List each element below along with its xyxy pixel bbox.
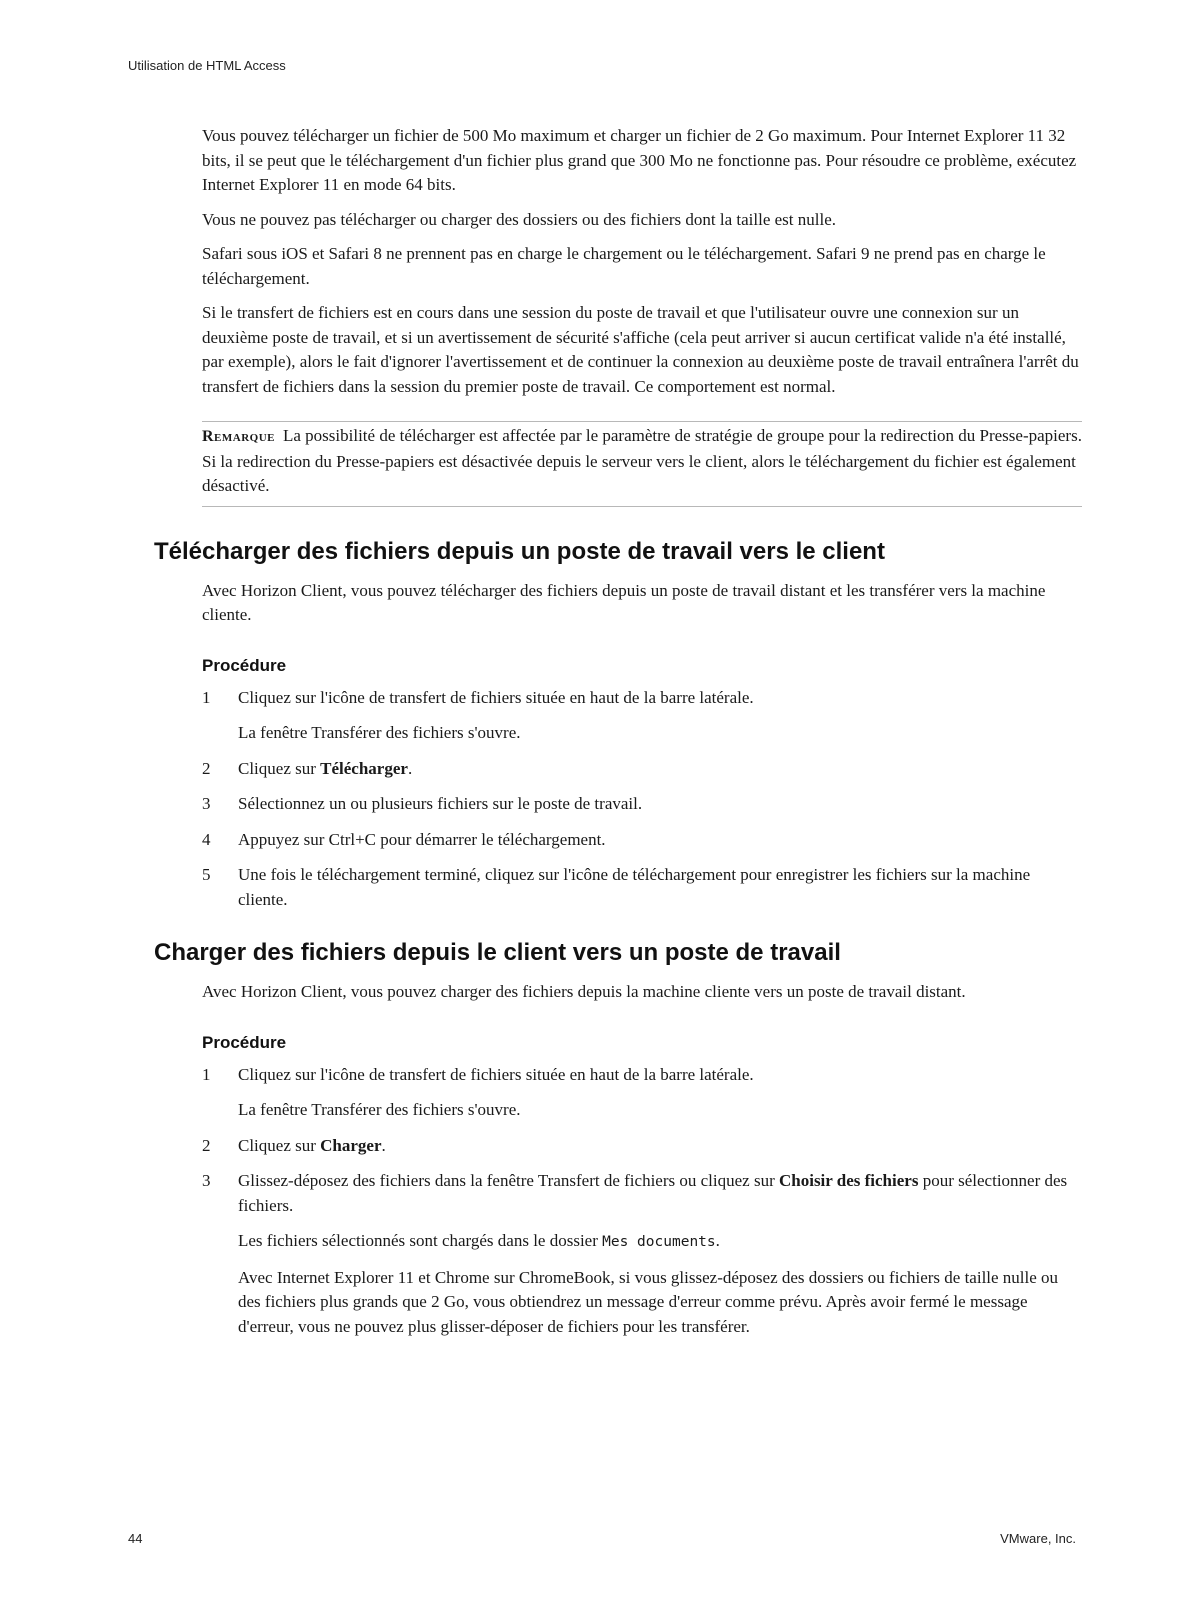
note-label: Remarque [202,428,275,445]
step-text: Sélectionnez un ou plusieurs fichiers sur le poste de travail. [238,794,643,813]
step-number: 4 [202,829,211,849]
step-text: Glissez-déposez des fichiers dans la fenêtre Transfert de fichiers ou cliquez sur [238,1171,779,1190]
step-item [0,1169,1082,1218]
ui-term-choisir-des-fichiers: Choisir des fichiers [778,1171,919,1190]
procedure-list-upload [0,1063,1200,1340]
procedure-list-download [0,686,1200,913]
step-number: 3 [202,1171,211,1190]
step-number: 2 [202,758,211,778]
step-item [0,1134,1082,1159]
intro-paragraph-3: Safari sous iOS et Safari 8 ne prennent pas en charge le chargement ou le téléchargement. Safari 9 ne prend pas en charge le téléchargement. [202,244,1046,288]
step-number: 5 [202,865,211,884]
step-number: 3 [202,794,211,813]
ui-term-telecharger: Télécharger [320,758,408,778]
step-item [0,686,1082,711]
step-text-end: . [381,1135,386,1155]
procedure-heading-upload: Procédure [202,1032,287,1052]
step-item [0,828,1082,853]
step-result: La fenêtre Transférer des fichiers s'ouvre. [238,723,521,742]
step-result [0,1229,1082,1255]
note-text: La possibilité de télécharger est affectée par le paramètre de stratégie de groupe pour la redirection du Presse-papiers. Si la redirection du Presse-papiers est désactivée depuis le serveur vers le client, alors le téléchargement du fichier est également désactivé. [202,426,1082,495]
intro-paragraph-2: Vous ne pouvez pas télécharger ou charger des dossiers ou des fichiers dont la taille est nulle. [202,209,837,229]
step-result-end: . [715,1231,720,1250]
step-result-text: Les fichiers sélectionnés sont chargés dans le dossier [238,1231,603,1250]
step-number: 1 [202,1064,211,1084]
step-item [0,1063,1082,1088]
step-text: Cliquez sur l'icône de transfert de fichiers située en haut de la barre latérale. [238,1064,754,1084]
footer-company: VMware, Inc. [1000,1531,1076,1546]
intro-paragraph-4: Si le transfert de fichiers est en cours dans une session du poste de travail et que l'utilisateur ouvre une connexion sur un deuxième poste de travail, et si un avertissement de sécurité s'affiche (cela peut arriver si aucun certificat valide n'a été installé, par exemple), alors le fait d'ignorer l'avertissement et de continuer la connexion au deuxième poste de travail entraînera l'arrêt du transfert de fichiers dans la session du premier poste de travail. Ce comportement est normal. [202,303,1079,396]
section-heading-upload: Charger des fichiers depuis le client vers un poste de travail [154,939,841,966]
page-number: 44 [128,1531,143,1546]
section-heading-download: Télécharger des fichiers depuis un poste de travail vers le client [154,537,885,565]
step-text: Cliquez sur [238,1135,321,1155]
step-item [0,757,1082,782]
step-extra-info: Avec Internet Explorer 11 et Chrome sur ChromeBook, si vous glissez-déposez des dossiers ou fichiers de taille nulle ou des fichiers plus grands que 2 Go, vous obtiendrez un message d'erreur comme prévu. Après avoir fermé le message d'erreur, vous ne pouvez plus glisser-déposer de fichiers pour les transférer. [238,1267,1059,1336]
step-number: 1 [202,687,211,707]
ui-term-charger: Charger [320,1135,382,1155]
procedure-heading-download: Procédure [202,655,287,675]
note-box [202,421,1082,507]
step-text: Cliquez sur [238,758,321,778]
step-text: Appuyez sur Ctrl+C pour démarrer le téléchargement. [238,829,606,849]
step-item [0,792,1082,817]
step-number: 2 [202,1135,211,1155]
folder-name-code: Mes documents [602,1234,716,1250]
section-intro-download: Avec Horizon Client, vous pouvez télécharger des fichiers depuis un poste de travail distant et les transférer vers la machine cliente. [202,580,1046,624]
step-text: Une fois le téléchargement terminé, cliquez sur l'icône de téléchargement pour enregistrer les fichiers sur la machine cliente. [238,865,1031,909]
step-result: La fenêtre Transférer des fichiers s'ouvre. [238,1100,521,1119]
step-text: Cliquez sur l'icône de transfert de fichiers située en haut de la barre latérale. [238,687,754,707]
running-header: Utilisation de HTML Access [128,58,286,73]
section-intro-upload: Avec Horizon Client, vous pouvez charger des fichiers depuis la machine cliente vers un poste de travail distant. [202,982,966,1001]
step-item [0,863,1082,912]
step-text-end: . [407,758,413,778]
intro-paragraph-1: Vous pouvez télécharger un fichier de 500 Mo maximum et charger un fichier de 2 Go maximum. Pour Internet Explorer 11 32 bits, il se peut que le téléchargement d'un fichier plus grand que 300 Mo ne fonctionne pas. Pour résoudre ce problème, exécutez Internet Explorer 11 en mode 64 bits. [202,126,1077,194]
step-text-end: pour sélectionner des fichiers. [238,1171,1068,1215]
page-content [0,124,1200,1365]
